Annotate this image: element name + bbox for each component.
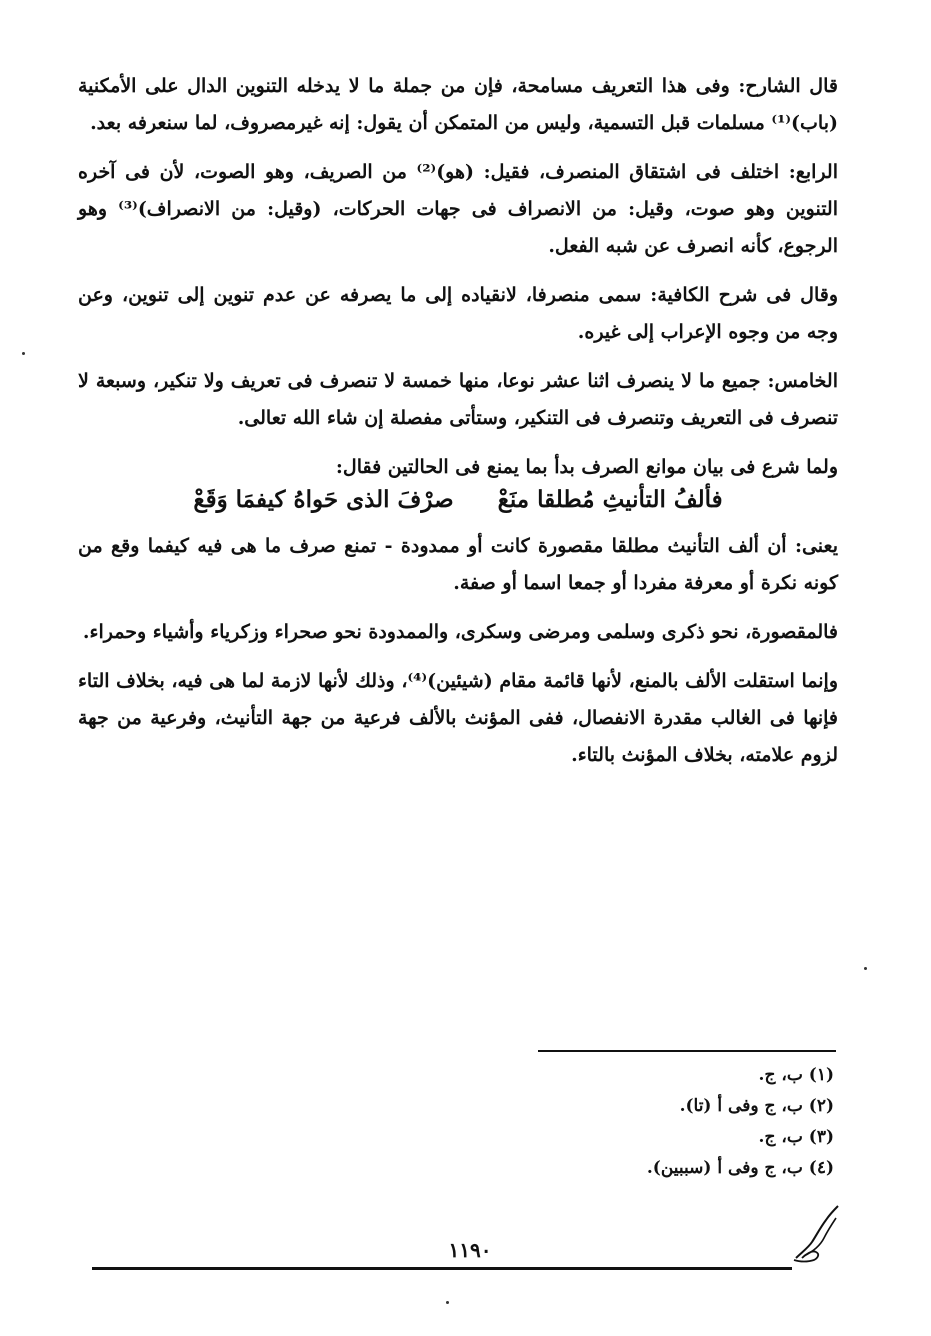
paragraph-6: يعنى: أن ألف التأنيث مطلقا مقصورة كانت أو ممدودة - تمنع صرف ما هى فيه كيفما وقع من كونه نكرة أو معرفة مفردا أو جمعا اسما أو صفة. <box>78 535 838 594</box>
paragraph-3: وقال فى شرح الكافية: سمى منصرفا، لانقياده إلى ما يصرفه عن عدم تنوين إلى تنوين، وعن وجه من وجوه الإعراب إلى غيره. <box>78 284 838 343</box>
footnote-2: (٢) ب، ج وفى أ (تا). <box>679 1096 834 1116</box>
scan-speck <box>22 352 25 355</box>
footnote-divider <box>538 1050 836 1052</box>
paragraph-1: قال الشارح: وفى هذا التعريف مسامحة، فإن من جملة ما لا يدخله التنوين الدال على الأمكنية (باب)⁽¹⁾ مسلمات قبل التسمية، وليس من المتمكن أن يقول: إنه غيرمصروف، لما سنعرفه بعد. <box>78 75 838 134</box>
paragraph-5: ولما شرع فى بيان موانع الصرف بدأ بما يمنع فى الحالتين فقال: <box>335 456 838 478</box>
scan-speck <box>864 967 867 970</box>
bottom-divider <box>92 1267 792 1270</box>
scan-speck <box>446 1301 449 1304</box>
verse-line <box>78 480 838 520</box>
paragraph-7: فالمقصورة، نحو ذكرى وسلمى ومرضى وسكرى، والممدودة نحو صحراء وزكرياء وأشياء وحمراء. <box>82 621 838 643</box>
footnote-3: (٣) ب، ج. <box>758 1127 834 1147</box>
footnotes <box>400 1060 834 1184</box>
paragraph-8: وإنما استقلت الألف بالمنع، لأنها قائمة مقام (شيئين)⁽⁴⁾، وذلك لأنها لازمة لما هى فيه، بخلاف التاء فإنها فى الغالب مقدرة الانفصال، ففى المؤنث بالألف فرعية من جهة التأنيث، وفرعية من جهة لزوم علامته، بخلاف المؤنث بالتاء. <box>78 670 838 766</box>
footnote-1: (١) ب، ج. <box>758 1065 834 1085</box>
signature-mark <box>790 1202 842 1264</box>
page-body <box>78 68 838 786</box>
verse-hemistich-first: فألفُ التأنيثِ مُطلقا منَعْ <box>497 486 723 513</box>
paragraph-4: الخامس: جميع ما لا ينصرف اثنا عشر نوعا، منها خمسة لا تنصرف فى تعريف ولا تنكير، وسبعة لا تنصرف فى التعريف وتنصرف فى التنكير، وستأتى مفصلة إن شاء الله تعالى. <box>78 370 838 429</box>
verse-hemistich-second: صرْفَ الذى حَواهُ كيفمَا وَقَعْ <box>193 486 454 513</box>
paragraph-2: الرابع: اختلف فى اشتقاق المنصرف، فقيل: (هو)⁽²⁾ من الصريف، وهو الصوت، لأن فى آخره التنوين وهو صوت، وقيل: من الانصراف فى جهات الحركات، (وقيل: من الانصراف)⁽³⁾ وهو الرجوع، كأنه انصرف عن شبه الفعل. <box>78 161 838 257</box>
page-number: ١١٩٠ <box>448 1238 492 1262</box>
footnote-4: (٤) ب، ج وفى أ (سببين). <box>646 1158 834 1178</box>
